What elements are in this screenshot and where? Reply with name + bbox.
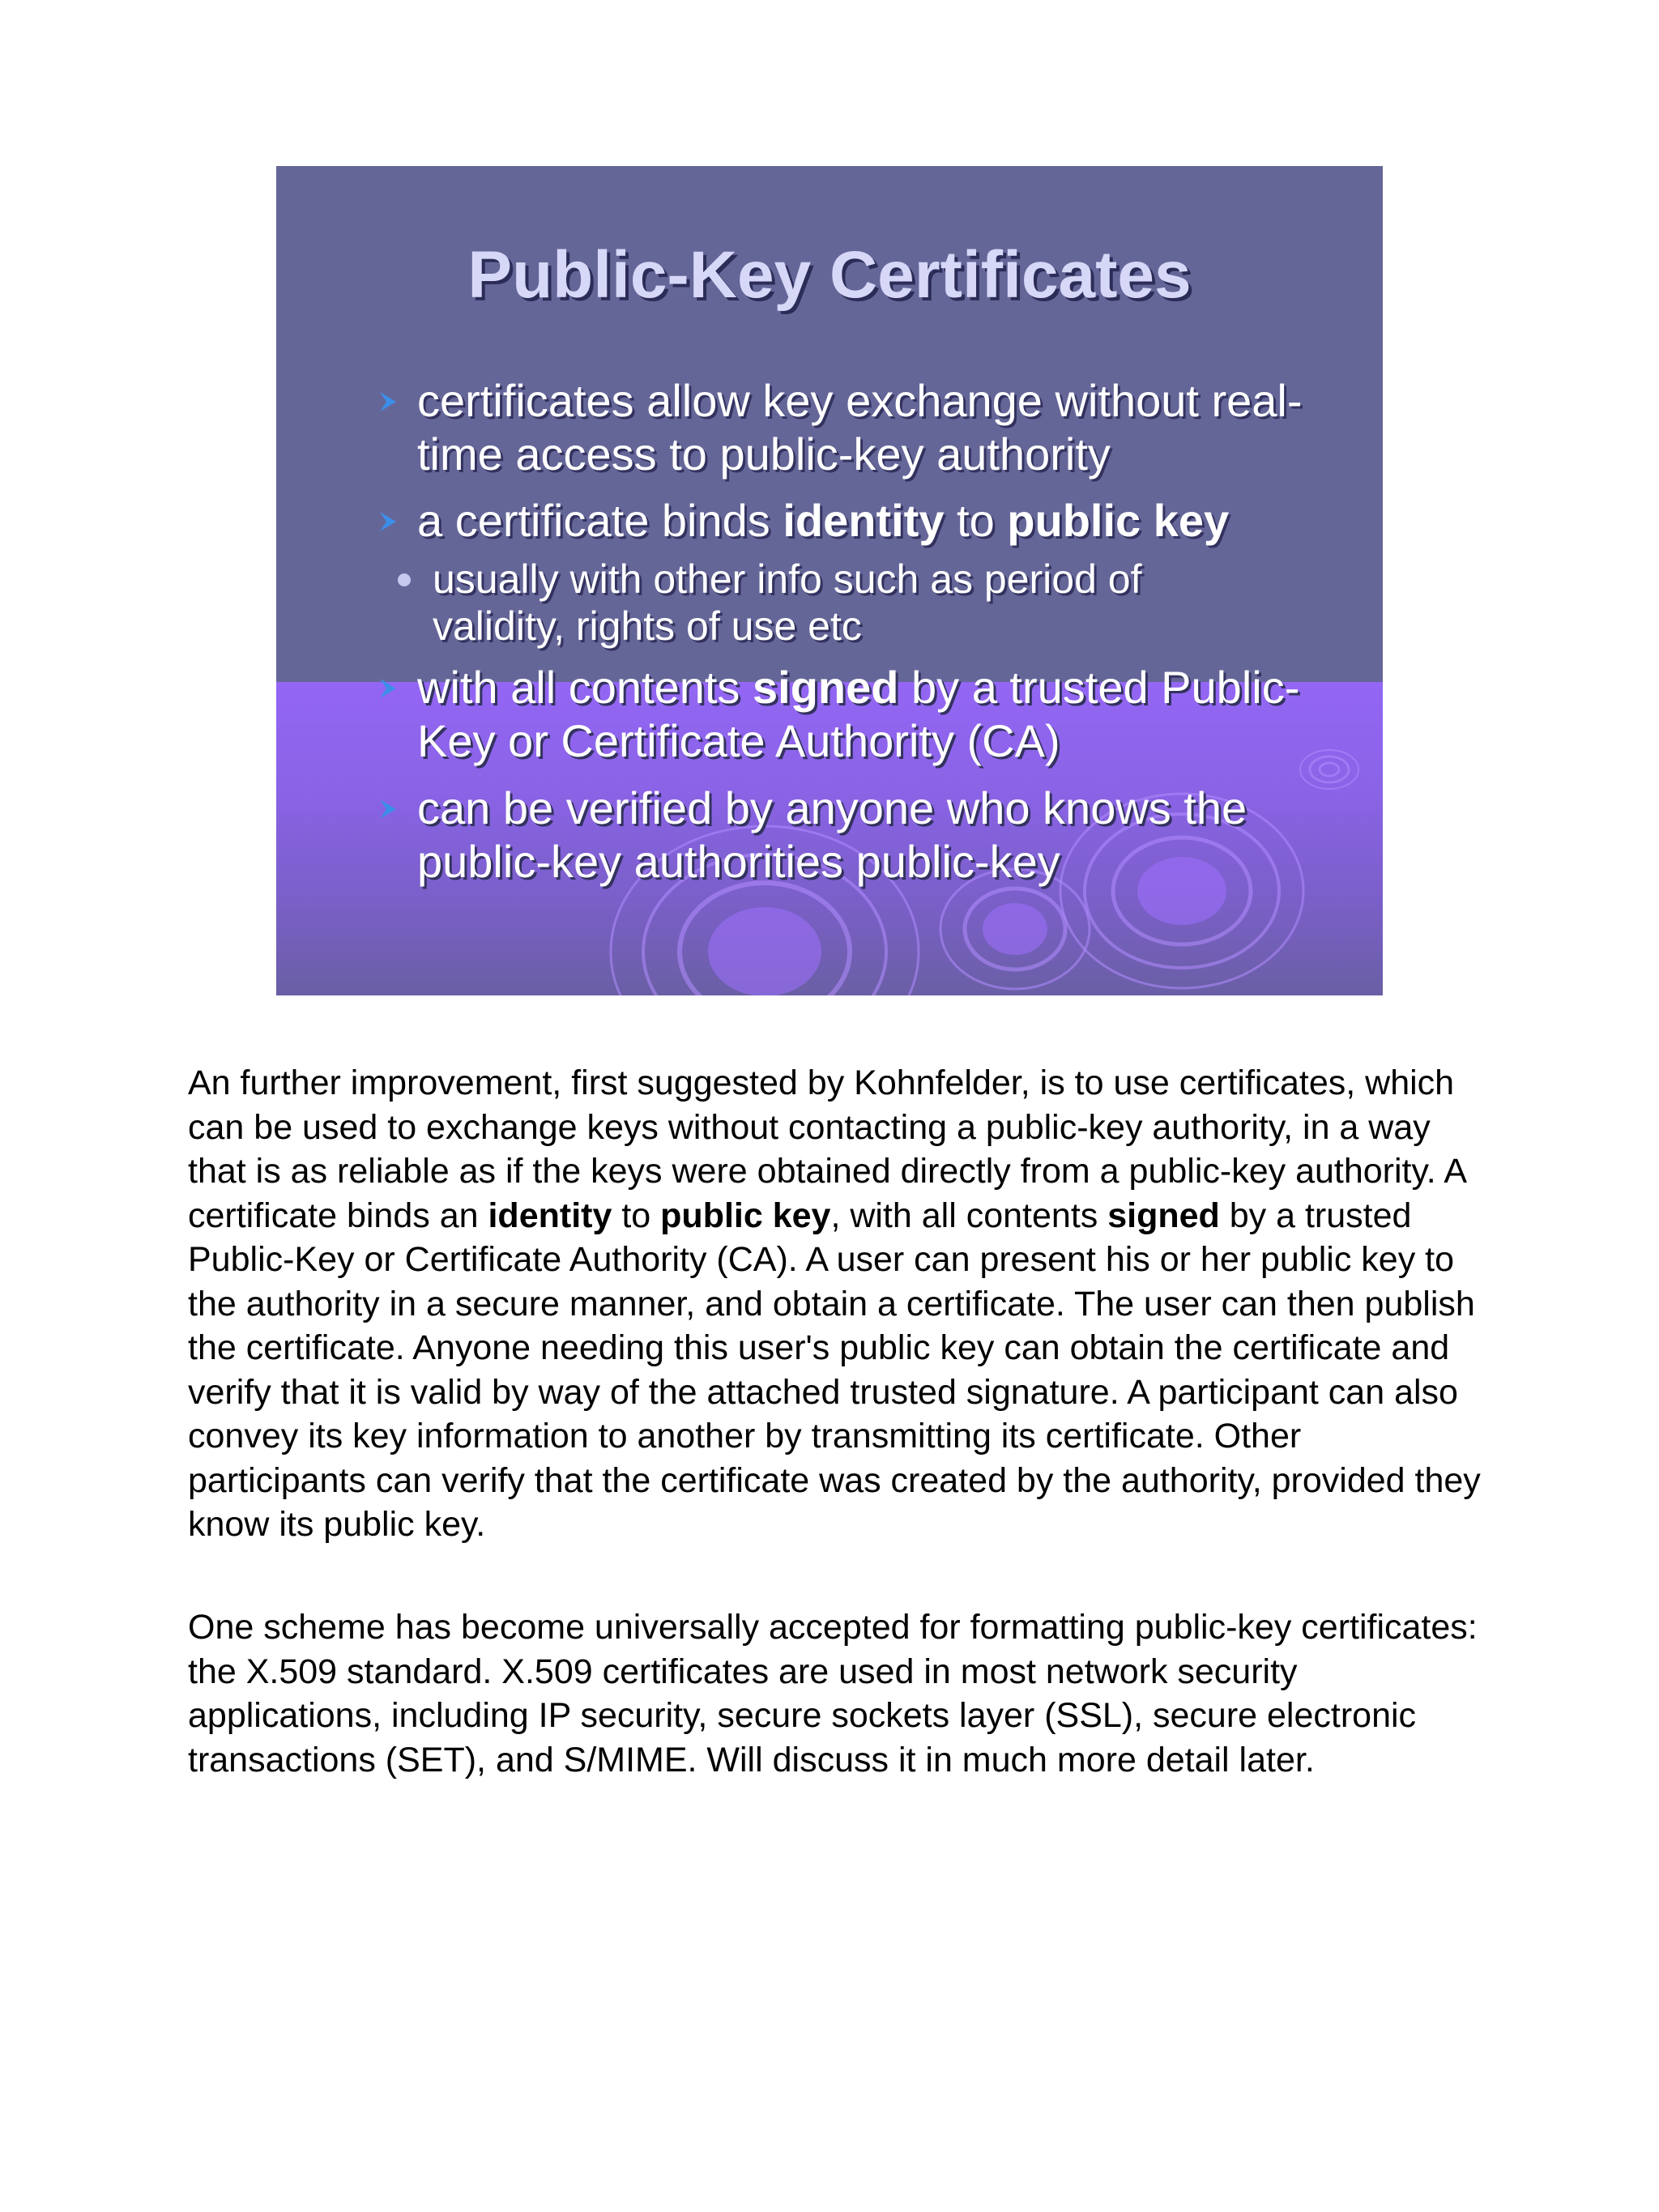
arrow-bullet-icon xyxy=(378,677,398,700)
slide-bullet-text: can be verified by anyone who knows the public-key authorities public-key xyxy=(417,782,1247,887)
dot-bullet-icon xyxy=(398,573,411,586)
notes-paragraph: An further improvement, first suggested by Kohnfelder, is to use certificates, which can be used to exchange keys without contacting a public-key authority, in a way that is as reliable as if the keys were obtained directly from a public-key authority. A certificate binds an identity to public key, with all contents signed by a trusted Public-Key or Certificate Authority (CA). A user can present his or her public key to the authority in a secure manner, and obtain a certificate. The user can then publish the certificate. Anyone needing this user's public key can obtain the certificate and verify that it is valid by way of the attached trusted signature. A participant can also convey its key information to another by transmitting its certificate. Other participants can verify that the certificate was created by the authority, provided they know its public key. xyxy=(188,1063,1481,1544)
slide-bullet-text: a certificate binds identity to public key xyxy=(417,495,1230,546)
slide-sub-bullet-text: usually with other info such as period of validity, rights of use etc xyxy=(433,556,1142,649)
slide xyxy=(276,166,1383,995)
arrow-bullet-icon xyxy=(378,390,398,413)
arrow-bullet-icon xyxy=(378,798,398,820)
slide-bullet-text: certificates allow key exchange without real-time access to public-key authority xyxy=(417,375,1303,479)
arrow-bullet-icon xyxy=(378,510,398,533)
slide-bullet-text: with all contents signed by a trusted Public-Key or Certificate Authority (CA) xyxy=(417,662,1300,766)
notes-paragraph: One scheme has become universally accepted for formatting public-key certificates: the X.509 standard. X.509 certificates are used in most network security applications, including IP security, secure sockets layer (SSL), secure electronic transactions (SET), and S/MIME. Will discuss it in much more detail later. xyxy=(188,1608,1478,1779)
slide-title: Public-Key Certificates xyxy=(467,238,1192,312)
